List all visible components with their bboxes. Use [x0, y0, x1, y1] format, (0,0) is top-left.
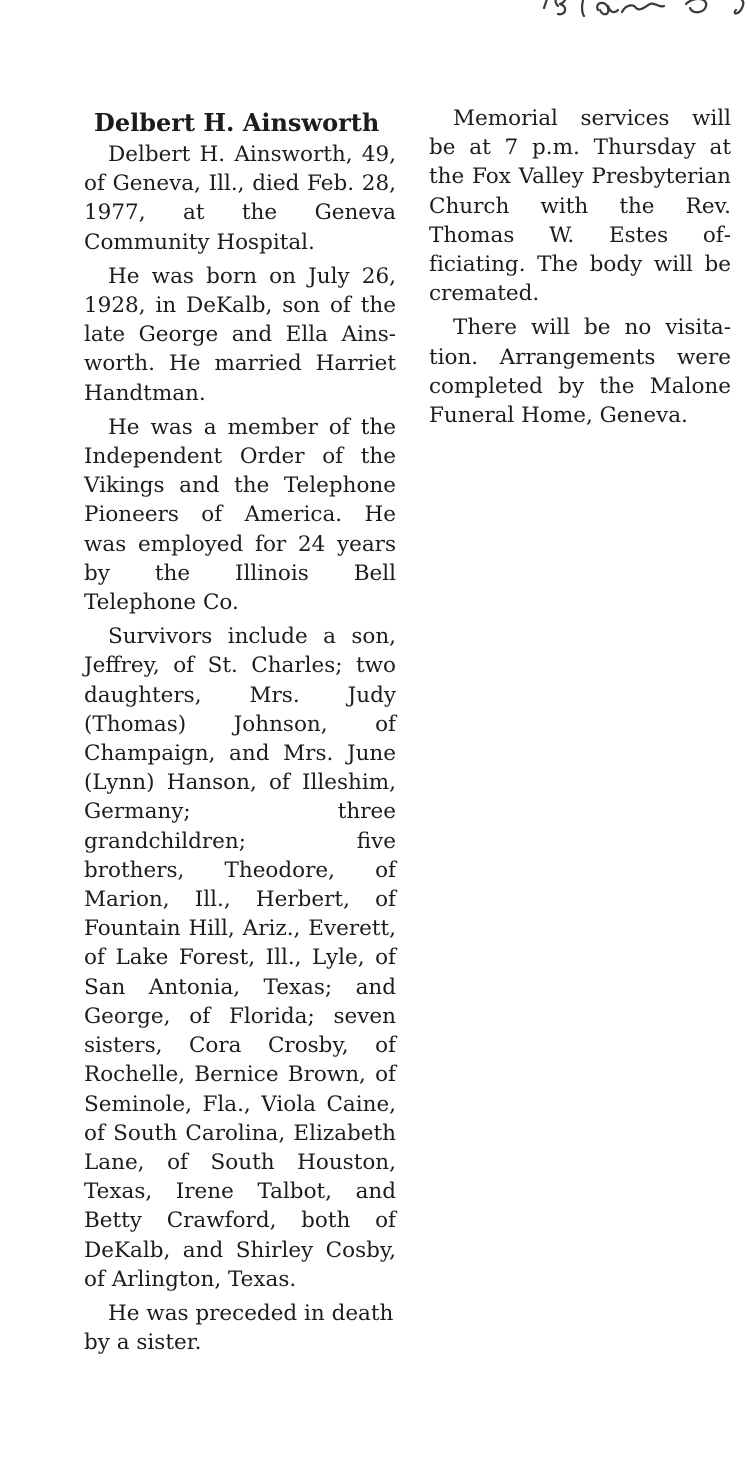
obituary-paragraph-arrangements: There will be no visitation. Arrangements were completed by the Malone Funeral Home, Geneva.	[429, 315, 731, 429]
obituary-paragraph-preceded: He was preceded in death by a sister.	[84, 1300, 394, 1356]
obituary-left-column	[84, 108, 396, 1362]
obituary-right-column	[429, 104, 731, 435]
obituary-paragraph-survivors: Survivors include a son, Jeffrey, of St. Charles; two daughters, Mrs. Judy (Thomas) Johnson, of Champaign, and Mrs. June (Lynn) Hanson, of Illeshim, Germany; three grandchildren; five brothers, Theodore, of Marion, Ill., Herbert, of Fountain Hill, Ariz., Everett, of Lake Forest, Ill., Lyle, of San Antonia, Texas; and George, of Florida; seven sisters, Cora Crosby, of Rochelle, Bernice Brown, of Seminole, Fla., Viola Caine, of South Carolina, Elizabeth Lane, of South Houston, Texas, Irene Talbot, and Betty Crawford, both of DeKalb, and Shirley Cosby, of Arlington, Texas.	[84, 624, 396, 1292]
handwritten-date-note	[536, 0, 747, 26]
obituary-paragraph-birth: He was born on July 26, 1928, in DeKalb, son of the late George and Ella Ainsworth. He married Harriet Handtman.	[84, 263, 396, 406]
obituary-paragraph-services: Memorial services will be at 7 p.m. Thursday at the Fox Valley Presbyterian Church with the Rev. Thomas W. Estes officiating. The body will be cremated.	[429, 106, 731, 307]
obituary-paragraph-membership: He was a member of the Independent Order of the Vikings and the Telephone Pioneers of America. He was employed for 24 years by the Illinois Bell Telephone Co.	[84, 414, 396, 616]
handwritten-date-scribble	[536, 0, 747, 26]
obituary-headline: Delbert H. Ainsworth	[94, 108, 380, 137]
obituary-paragraph-death-notice: Delbert H. Ainsworth, 49, of Geneva, Ill., died Feb. 28, 1977, at the Geneva Community Hospital.	[84, 142, 396, 255]
